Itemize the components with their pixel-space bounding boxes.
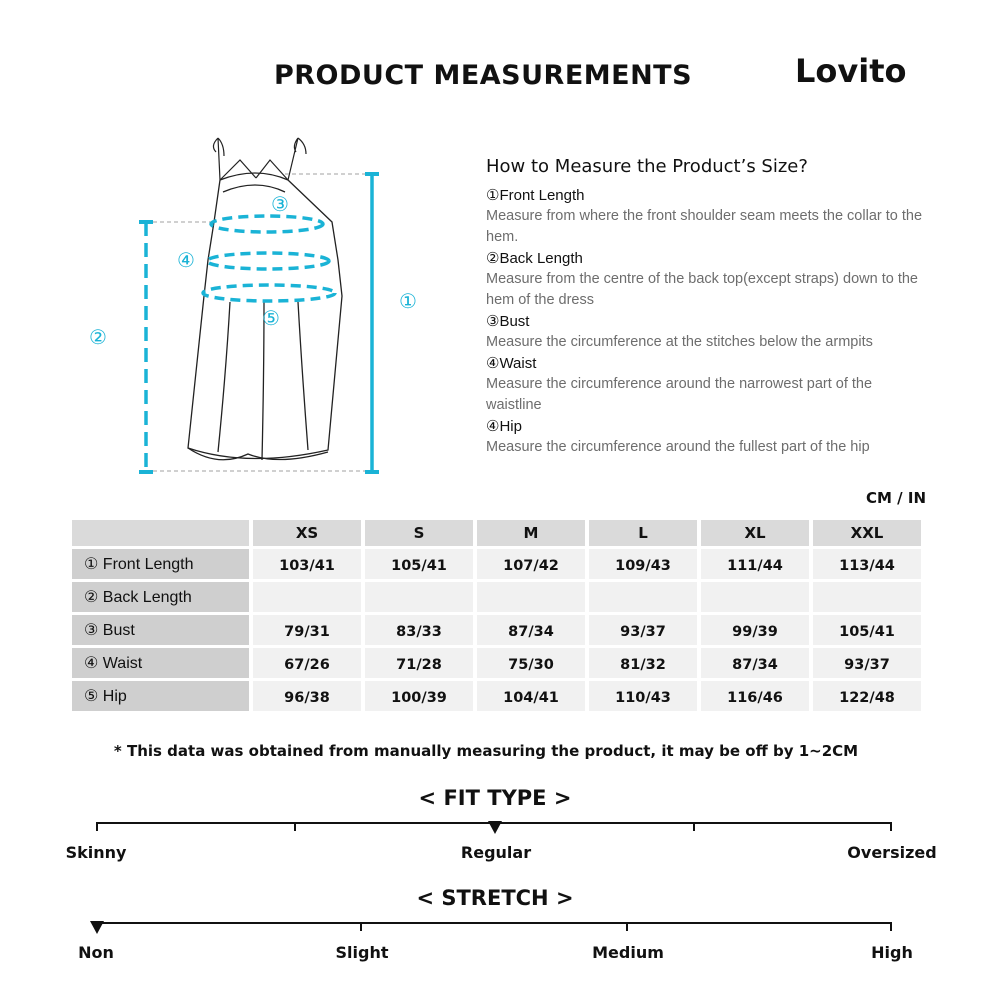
table-cell (477, 582, 585, 612)
table-cell: 122/48 (813, 681, 921, 711)
fit-label-regular: Regular (460, 843, 532, 862)
measure-guides (139, 174, 379, 472)
fit-label-skinny: Skinny (65, 843, 127, 862)
guide-item-title: ②Back Length (486, 250, 583, 267)
table-cell: 96/38 (253, 681, 361, 711)
table-header-row (72, 520, 921, 546)
size-header: XXL (813, 520, 921, 546)
table-cell: 99/39 (701, 615, 809, 645)
guide-item (486, 185, 926, 248)
stretch-scale (96, 922, 892, 936)
guide-item (486, 311, 926, 353)
table-cell: 81/32 (589, 648, 697, 678)
table-cell: 87/34 (701, 648, 809, 678)
table-cell (701, 582, 809, 612)
size-header: L (589, 520, 697, 546)
table-cell (253, 582, 361, 612)
scale-tick (360, 922, 362, 931)
stretch-indicator-icon (90, 921, 104, 934)
table-cell: 105/41 (813, 615, 921, 645)
size-table (68, 517, 925, 714)
scale-line (96, 922, 892, 924)
fit-indicator-icon (488, 821, 502, 834)
guide-item-desc: Measure the circumference at the stitches below the armpits (486, 334, 873, 350)
table-cell (589, 582, 697, 612)
guide-item (486, 353, 926, 416)
table-row (72, 648, 921, 678)
table-corner (72, 520, 249, 546)
table-cell: 116/46 (701, 681, 809, 711)
stretch-label-medium: Medium (592, 943, 664, 962)
marker-back-length: ② (89, 325, 107, 349)
row-label: ⑤ Hip (72, 681, 249, 711)
size-header: XL (701, 520, 809, 546)
units-label: CM / IN (866, 489, 926, 507)
size-header: M (477, 520, 585, 546)
measurement-note: * This data was obtained from manually measuring the product, it may be off by 1~2CM (113, 742, 859, 760)
table-row (72, 582, 921, 612)
guide-item-desc: Measure the circumference around the fullest part of the hip (486, 439, 870, 455)
table-cell: 107/42 (477, 549, 585, 579)
brand-logo: Lovito (795, 52, 907, 90)
stretch-label-non: Non (78, 943, 114, 962)
stretch-label-high: High (871, 943, 913, 962)
table-cell: 83/33 (365, 615, 473, 645)
table-cell (813, 582, 921, 612)
guide-item (486, 248, 926, 311)
table-cell (365, 582, 473, 612)
size-header: XS (253, 520, 361, 546)
guide-heading: How to Measure the Product’s Size? (486, 156, 808, 177)
guide-item-title: ④Hip (486, 418, 522, 435)
size-header: S (365, 520, 473, 546)
stretch-label-slight: Slight (335, 943, 389, 962)
stretch-title: < STRETCH > (416, 886, 574, 910)
table-cell: 75/30 (477, 648, 585, 678)
fit-type-title: < FIT TYPE > (418, 786, 572, 810)
fit-type-scale (96, 822, 892, 836)
marker-hip: ⑤ (262, 306, 280, 330)
table-row (72, 615, 921, 645)
table-cell: 87/34 (477, 615, 585, 645)
page-title: PRODUCT MEASUREMENTS (273, 60, 693, 91)
table-cell: 109/43 (589, 549, 697, 579)
scale-tick (890, 922, 892, 931)
marker-front-length: ① (399, 289, 417, 313)
scale-tick (626, 922, 628, 931)
guide-item-desc: Measure the circumference around the narrowest part of the waistline (486, 376, 873, 413)
guide-item-title: ①Front Length (486, 187, 585, 204)
table-cell: 104/41 (477, 681, 585, 711)
table-cell: 105/41 (365, 549, 473, 579)
guide-item-title: ④Waist (486, 355, 537, 372)
table-cell: 100/39 (365, 681, 473, 711)
table-row (72, 549, 921, 579)
guide-item (486, 416, 926, 458)
table-row (72, 681, 921, 711)
table-cell: 110/43 (589, 681, 697, 711)
scale-tick (294, 822, 296, 831)
table-cell: 93/37 (813, 648, 921, 678)
table-cell: 79/31 (253, 615, 361, 645)
guide-item-desc: Measure from where the front shoulder seam meets the collar to the hem. (486, 208, 923, 245)
table-cell: 111/44 (701, 549, 809, 579)
guide-item-desc: Measure from the centre of the back top(except straps) down to the hem of the dress (486, 271, 918, 308)
table-cell: 67/26 (253, 648, 361, 678)
row-label: ① Front Length (72, 549, 249, 579)
scale-tick (693, 822, 695, 831)
row-label: ③ Bust (72, 615, 249, 645)
row-label: ④ Waist (72, 648, 249, 678)
table-cell: 71/28 (365, 648, 473, 678)
table-cell: 113/44 (813, 549, 921, 579)
table-cell: 103/41 (253, 549, 361, 579)
marker-bust: ③ (271, 192, 289, 216)
scale-tick (890, 822, 892, 831)
table-cell: 93/37 (589, 615, 697, 645)
row-label: ② Back Length (72, 582, 249, 612)
measure-guide (486, 156, 926, 458)
guide-item-title: ③Bust (486, 313, 530, 330)
scale-tick (96, 822, 98, 831)
marker-waist: ④ (177, 248, 195, 272)
dress-diagram (80, 130, 440, 490)
fit-label-oversized: Oversized (847, 843, 937, 862)
